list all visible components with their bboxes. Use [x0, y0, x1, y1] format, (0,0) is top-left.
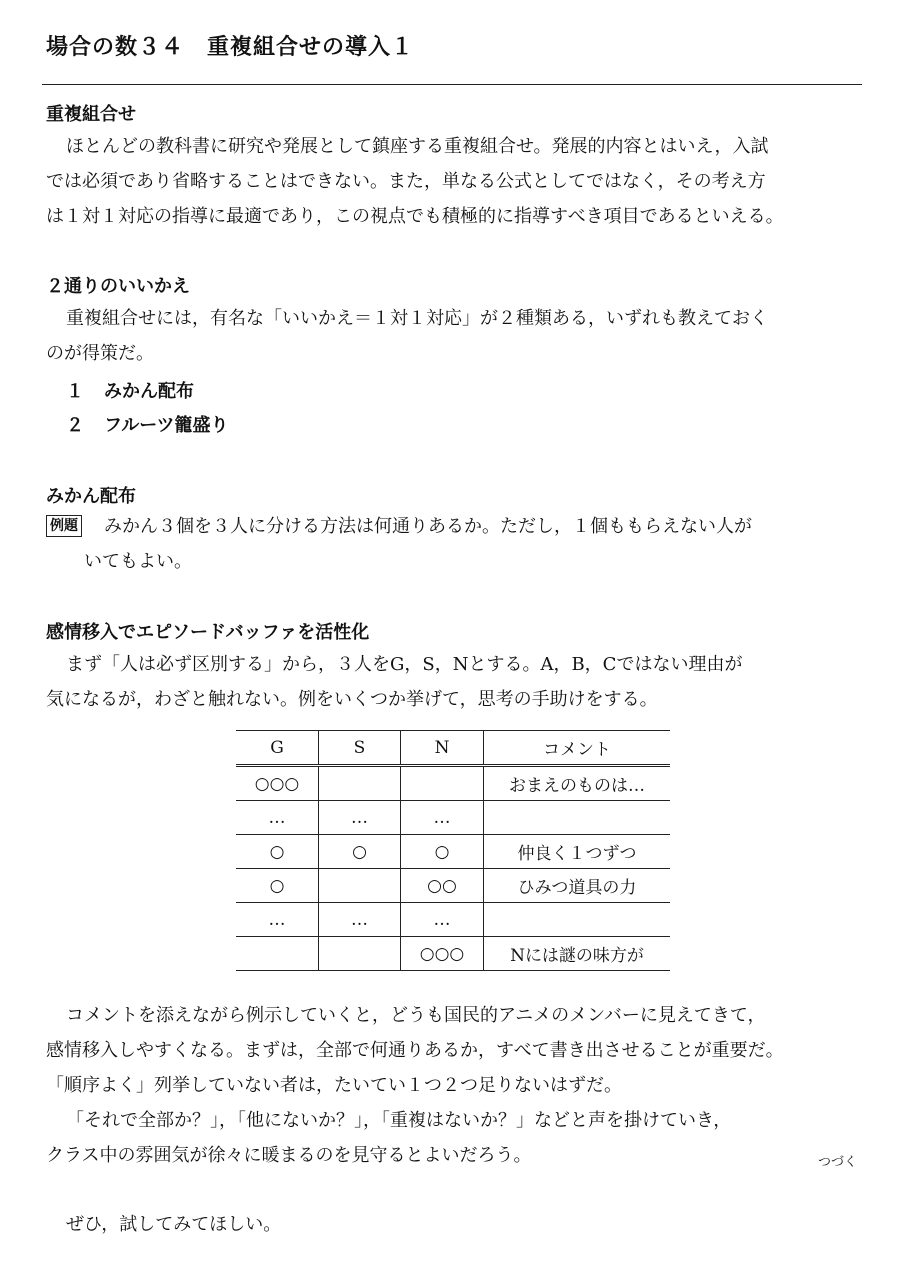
closing-line: ぜひ，試してみてほしい。: [66, 1214, 282, 1235]
after-table-line-3: 「順序よく」列挙していない者は，たいてい１つ２つ足りないはずだ。: [46, 1075, 622, 1096]
empathy-line-1: まず「人は必ず区別する」から，３人をG，S，Nとする。A，B，Cではない理由が: [66, 654, 743, 675]
intro-line-3: は１対１対応の指導に最適であり，この視点でも積極的に指導すべき項目であるといえる。: [46, 206, 784, 227]
table-row: [236, 801, 670, 835]
column-header-comment: コメント: [484, 731, 671, 766]
list-item-label: フルーツ籠盛り: [104, 415, 229, 436]
column-header-s: S: [319, 731, 401, 766]
table-row: [236, 835, 670, 869]
list-item-label: みかん配布: [104, 381, 194, 402]
cell-comment: ひみつ道具の力: [484, 869, 671, 903]
cell-comment: 仲良く１つずつ: [484, 835, 671, 869]
after-table-line-1: コメントを添えながら例示していくと，どうも国民的アニメのメンバーに見えてきて，: [66, 1005, 766, 1026]
table-header-row: [236, 731, 670, 766]
page-title: 場合の数３４ 重複組合せの導入１: [46, 35, 415, 60]
empathy-line-2: 気になるが，わざと触れない。例をいくつか挙げて，思考の手助けをする。: [46, 689, 658, 710]
cell-s: ○: [319, 835, 401, 869]
paragraph2-line-1: 「それで全部か？」，「他にないか？」，「重複はないか？」などと声を掛けていき，: [66, 1110, 732, 1131]
intro-line-2: では必須であり省略することはできない。また，単なる公式としてではなく，その考え方: [46, 171, 766, 192]
cell-comment: おまえのものは…: [484, 766, 671, 801]
cell-g: …: [236, 903, 319, 937]
table-row: [236, 937, 670, 971]
cell-comment: [484, 801, 671, 835]
cell-g: ○: [236, 869, 319, 903]
column-header-g: G: [236, 731, 319, 766]
example-line-1: みかん３個を３人に分ける方法は何通りあるか。ただし，１個ももらえない人が: [104, 516, 752, 537]
cell-s: …: [319, 903, 401, 937]
cell-s: [319, 937, 401, 971]
cell-g: [236, 937, 319, 971]
paragraph2-line-2: クラス中の雰囲気が徐々に暖まるのを見守るとよいだろう。: [46, 1145, 532, 1166]
cell-n: …: [401, 801, 484, 835]
column-header-n: N: [401, 731, 484, 766]
section-heading-intro: 重複組合せ: [46, 104, 136, 125]
list-item-number: ２: [66, 415, 84, 436]
table-row: [236, 903, 670, 937]
title-divider: [42, 84, 862, 85]
cell-comment: [484, 903, 671, 937]
cell-g: …: [236, 801, 319, 835]
cell-n: ○: [401, 835, 484, 869]
cell-g: ○○○: [236, 766, 319, 801]
cell-n: ○○○: [401, 937, 484, 971]
table-row: [236, 869, 670, 903]
list-item: [66, 411, 229, 437]
list-item: [66, 377, 194, 403]
cell-s: [319, 869, 401, 903]
table-row: [236, 766, 670, 801]
cell-n: ○○: [401, 869, 484, 903]
two-ways-line-1: 重複組合せには，有名な「いいかえ＝１対１対応」が２種類ある，いずれも教えておく: [66, 308, 768, 329]
cell-comment: Nには謎の味方が: [484, 937, 671, 971]
cell-n: …: [401, 903, 484, 937]
section-heading-two-ways: ２通りのいいかえ: [46, 276, 190, 297]
example-line-2: いてもよい。: [84, 551, 192, 572]
after-table-line-2: 感情移入しやすくなる。まずは，全部で何通りあるか，すべて書き出させることが重要だ。: [46, 1040, 784, 1061]
list-item-number: １: [66, 381, 84, 402]
continued-note: つづく: [818, 1155, 858, 1170]
two-ways-line-2: のが得策だ。: [46, 343, 154, 364]
cell-s: …: [319, 801, 401, 835]
cell-g: ○: [236, 835, 319, 869]
section-heading-empathy: 感情移入でエピソードバッファを活性化: [46, 622, 370, 643]
section-heading-mikan: みかん配布: [46, 486, 136, 507]
example-label-badge: 例題: [46, 515, 82, 537]
cell-s: [319, 766, 401, 801]
cell-n: [401, 766, 484, 801]
distribution-table: [236, 730, 670, 971]
intro-line-1: ほとんどの教科書に研究や発展として鎮座する重複組合せ。発展的内容とはいえ，入試: [66, 136, 769, 157]
